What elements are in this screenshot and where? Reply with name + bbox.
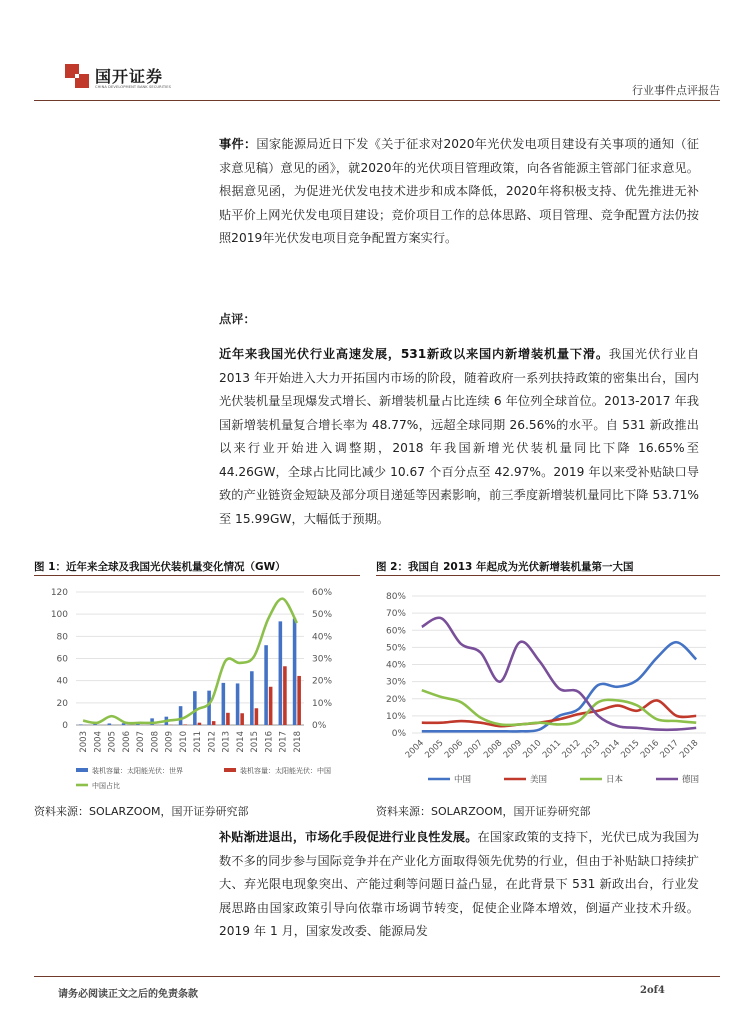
- x-tick-label: 2006: [121, 731, 132, 753]
- x-tick-label: 2013: [221, 731, 232, 753]
- legend-label: 装机容量：太阳能光伏：世界: [92, 767, 183, 775]
- x-tick-label: 2005: [107, 731, 118, 753]
- bar: [207, 691, 211, 725]
- x-tick-label: 2013: [580, 738, 603, 761]
- company-name: 国开证券: [95, 67, 164, 86]
- bar: [264, 645, 268, 725]
- x-tick-label: 2012: [560, 738, 583, 761]
- bar: [179, 706, 183, 725]
- y-right-tick-label: 50%: [312, 610, 333, 621]
- x-tick-label: 2010: [178, 731, 189, 753]
- bar: [198, 723, 202, 725]
- x-tick-label: 2008: [482, 738, 505, 761]
- disclaimer: 请务必阅读正文之后的免责条款: [58, 989, 198, 1000]
- report-type: 行业事件点评报告: [632, 84, 720, 97]
- bar: [250, 671, 254, 725]
- y-left-tick-label: 80: [56, 632, 68, 643]
- bar: [279, 621, 283, 725]
- paragraph-2-lead: 补贴渐进退出，市场化手段促进行业良性发展。: [219, 830, 478, 844]
- y-left-tick-label: 20: [56, 698, 68, 709]
- y-left-tick-label: 0: [62, 721, 68, 731]
- legend-label: 德国: [682, 775, 700, 785]
- x-tick-label: 2014: [235, 731, 246, 753]
- x-tick-label: 2007: [462, 738, 485, 761]
- x-tick-label: 2011: [540, 738, 564, 761]
- y-left-tick-label: 60: [56, 654, 68, 665]
- legend-swatch: [224, 768, 236, 772]
- y-right-tick-label: 30%: [312, 654, 333, 665]
- x-tick-label: 2004: [403, 738, 427, 761]
- bar: [255, 708, 259, 725]
- logo-mark-icon: [65, 64, 89, 88]
- bar: [212, 721, 216, 725]
- bar: [283, 666, 287, 725]
- x-tick-label: 2009: [164, 731, 175, 753]
- legend-label: 中国: [454, 775, 472, 785]
- figure-1-chart: [34, 580, 360, 800]
- bar: [222, 683, 226, 725]
- series-line: [422, 618, 696, 730]
- y-left-tick-label: 40: [56, 676, 68, 687]
- figure-2-source: 资料来源：SOLARZOOM，国开证券研究部: [376, 805, 591, 818]
- y-tick-label: 20%: [385, 694, 406, 705]
- bar: [293, 619, 297, 725]
- paragraph-2-text: 在国家政策的支持下，光伏已成为我国为数不多的同步参与国际竞争并在产业化方面取得领先优势的行业，但由于补贴缺口持续扩大、弃光限电现象突出、产能过剩等问题日益凸显，在此背景下 531 新政出台，行业发展思路由国家政策引导向依靠市场调节转变，促使企业降本增效，倒逼产业技术升级。2019 年 1 月，国家发改委、能源局发: [219, 830, 700, 938]
- y-tick-label: 60%: [385, 626, 406, 637]
- x-tick-label: 2011: [193, 731, 204, 753]
- x-tick-label: 2006: [442, 738, 466, 761]
- y-tick-label: 30%: [385, 677, 406, 688]
- company-english-name: CHINA DEVELOPMENT BANK SECURITIES: [95, 85, 172, 89]
- y-right-tick-label: 10%: [312, 698, 333, 709]
- y-tick-label: 50%: [385, 643, 406, 654]
- x-tick-label: 2017: [658, 738, 681, 761]
- figure-1-rule: [34, 575, 360, 576]
- x-tick-label: 2015: [619, 738, 642, 761]
- bar: [79, 724, 83, 725]
- figure-2-rule: [376, 575, 720, 576]
- event-paragraph: [219, 133, 699, 251]
- legend-label: 美国: [530, 775, 548, 785]
- x-tick-label: 2014: [599, 738, 623, 761]
- bar: [236, 683, 240, 725]
- bar: [183, 724, 187, 725]
- y-right-tick-label: 40%: [312, 632, 333, 643]
- x-tick-label: 2018: [678, 738, 701, 761]
- y-tick-label: 40%: [385, 660, 406, 671]
- y-right-tick-label: 60%: [312, 588, 333, 598]
- legend-swatch: [76, 768, 88, 772]
- figure-2-chart: [376, 580, 720, 800]
- y-left-tick-label: 120: [50, 588, 68, 598]
- y-tick-label: 0%: [391, 729, 406, 739]
- bar: [108, 723, 112, 725]
- x-tick-label: 2008: [150, 731, 161, 753]
- event-text: 国家能源局近日下发《关于征求对2020年光伏发电项目建设有关事项的通知（征求意见稿）意见的函》，就2020年的光伏项目管理政策，向各省能源主管部门征求意见。根据意见函，为促进光伏发电技术进步和成本降低，2020年将积极支持、优先推进无补贴平价上网光伏发电项目建设；竞价项目工作的总体思路、项目管理、竞争配置方法仍按照2019年光伏发电项目竞争配置方案实行。: [219, 137, 699, 245]
- bar: [193, 691, 197, 725]
- bar: [269, 687, 273, 725]
- x-tick-label: 2015: [250, 731, 261, 753]
- bar: [226, 713, 230, 725]
- page-number: 2of4: [640, 985, 665, 996]
- y-tick-label: 70%: [385, 609, 406, 620]
- y-tick-label: 10%: [385, 711, 406, 722]
- legend-label: 装机容量：太阳能光伏：中国: [240, 767, 331, 775]
- y-right-tick-label: 20%: [312, 676, 333, 687]
- x-tick-label: 2003: [79, 731, 90, 753]
- y-left-tick-label: 100: [50, 610, 68, 621]
- legend-label: 日本: [606, 775, 624, 785]
- y-tick-label: 80%: [385, 592, 406, 602]
- paragraph-1-lead: 近年来我国光伏行业高速发展，531新政以来国内新增装机量下滑。: [219, 347, 609, 361]
- x-tick-label: 2016: [638, 738, 662, 761]
- footer-divider: [34, 976, 720, 977]
- comment-heading: 点评：: [219, 312, 256, 326]
- x-tick-label: 2009: [501, 738, 525, 761]
- y-right-tick-label: 0%: [312, 721, 327, 731]
- x-tick-label: 2007: [136, 731, 147, 753]
- header-divider: [34, 100, 720, 101]
- bar: [297, 676, 301, 725]
- page-header: [34, 55, 720, 99]
- x-tick-label: 2018: [292, 731, 303, 753]
- x-tick-label: 2010: [521, 738, 544, 761]
- legend-label: 中国占比: [92, 782, 120, 790]
- figure-2-title: 图 2：我国自 2013 年起成为光伏新增装机量第一大国: [376, 561, 634, 573]
- x-tick-label: 2016: [264, 731, 275, 753]
- figure-1-title: 图 1：近年来全球及我国光伏装机量变化情况（GW）: [34, 561, 286, 573]
- x-tick-label: 2005: [423, 738, 446, 761]
- paragraph-1-text: 我国光伏行业自 2013 年开始进入大力开拓国内市场的阶段，随着政府一系列扶持政策的密集出台，国内光伏装机量呈现爆发式增长、新增装机量占比连续 6 年位列全球首位。2013-2017 年我国新增装机量复合增长率为 48.77%，远超全球同期 26.56%的水平。自 531 新政推出以来行业开始进入调整期，2018 年我国新增光伏装机量同比下降 16.65%至 44.26GW，全球占比同比减少 10.67 个百分点至 42.97%。2019 年以来受补贴缺口导致的产业链资金短缺及部分项目递延等因素影响，前三季度新增装机量同比下降 53.71%至 15.99GW，大幅低于预期。: [219, 347, 700, 526]
- bar: [240, 713, 244, 725]
- paragraph-1: [219, 343, 699, 531]
- x-tick-label: 2012: [207, 731, 218, 753]
- x-tick-label: 2017: [278, 731, 289, 753]
- event-lead: 事件：: [219, 137, 257, 151]
- figure-1-source: 资料来源：SOLARZOOM，国开证券研究部: [34, 805, 249, 818]
- paragraph-2: [219, 826, 699, 944]
- x-tick-label: 2004: [93, 731, 104, 753]
